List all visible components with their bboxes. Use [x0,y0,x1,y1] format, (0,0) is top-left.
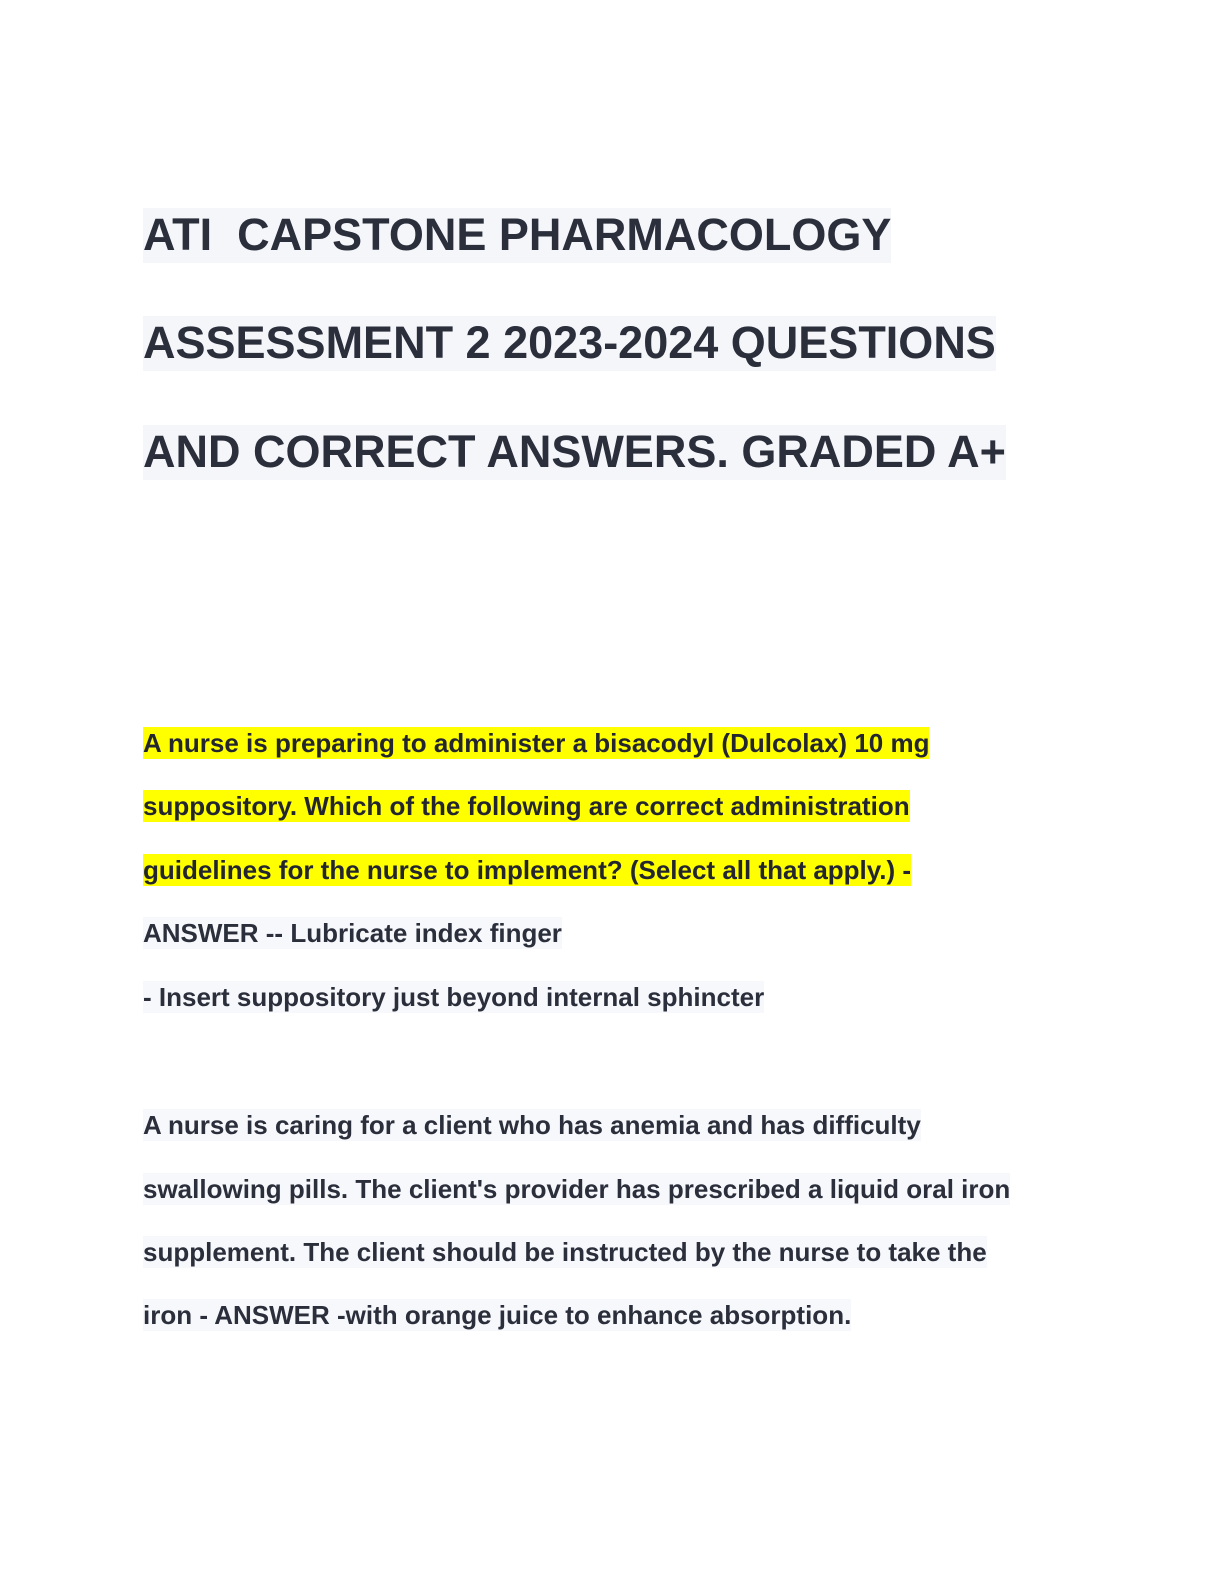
title-line-3: AND CORRECT ANSWERS. GRADED A+ [143,425,1006,480]
title-line-2: ASSESSMENT 2 2023-2024 QUESTIONS [143,316,996,371]
question-2-line-1: A nurse is caring for a client who has anemia and has difficulty [143,1110,921,1140]
question-1-text-line-3: guidelines for the nurse to implement? (Select all that apply.) - [143,855,912,885]
question-2-line-4: iron - ANSWER -with orange juice to enhance absorption. [143,1300,852,1330]
question-1-answer-line-2: - Insert suppository just beyond internal sphincter [143,982,765,1012]
question-2-line-2: swallowing pills. The client's provider has prescribed a liquid oral iron [143,1174,1011,1204]
question-1-answer-line-1: ANSWER -- Lubricate index finger [143,918,562,948]
question-1-text-line-1: A nurse is preparing to administer a bisacodyl (Dulcolax) 10 mg [143,728,930,758]
title-line-1: ATI CAPSTONE PHARMACOLOGY [143,208,891,263]
question-2-line-3: supplement. The client should be instructed by the nurse to take the [143,1237,987,1267]
question-1-text-line-2: suppository. Which of the following are correct administration [143,791,910,821]
